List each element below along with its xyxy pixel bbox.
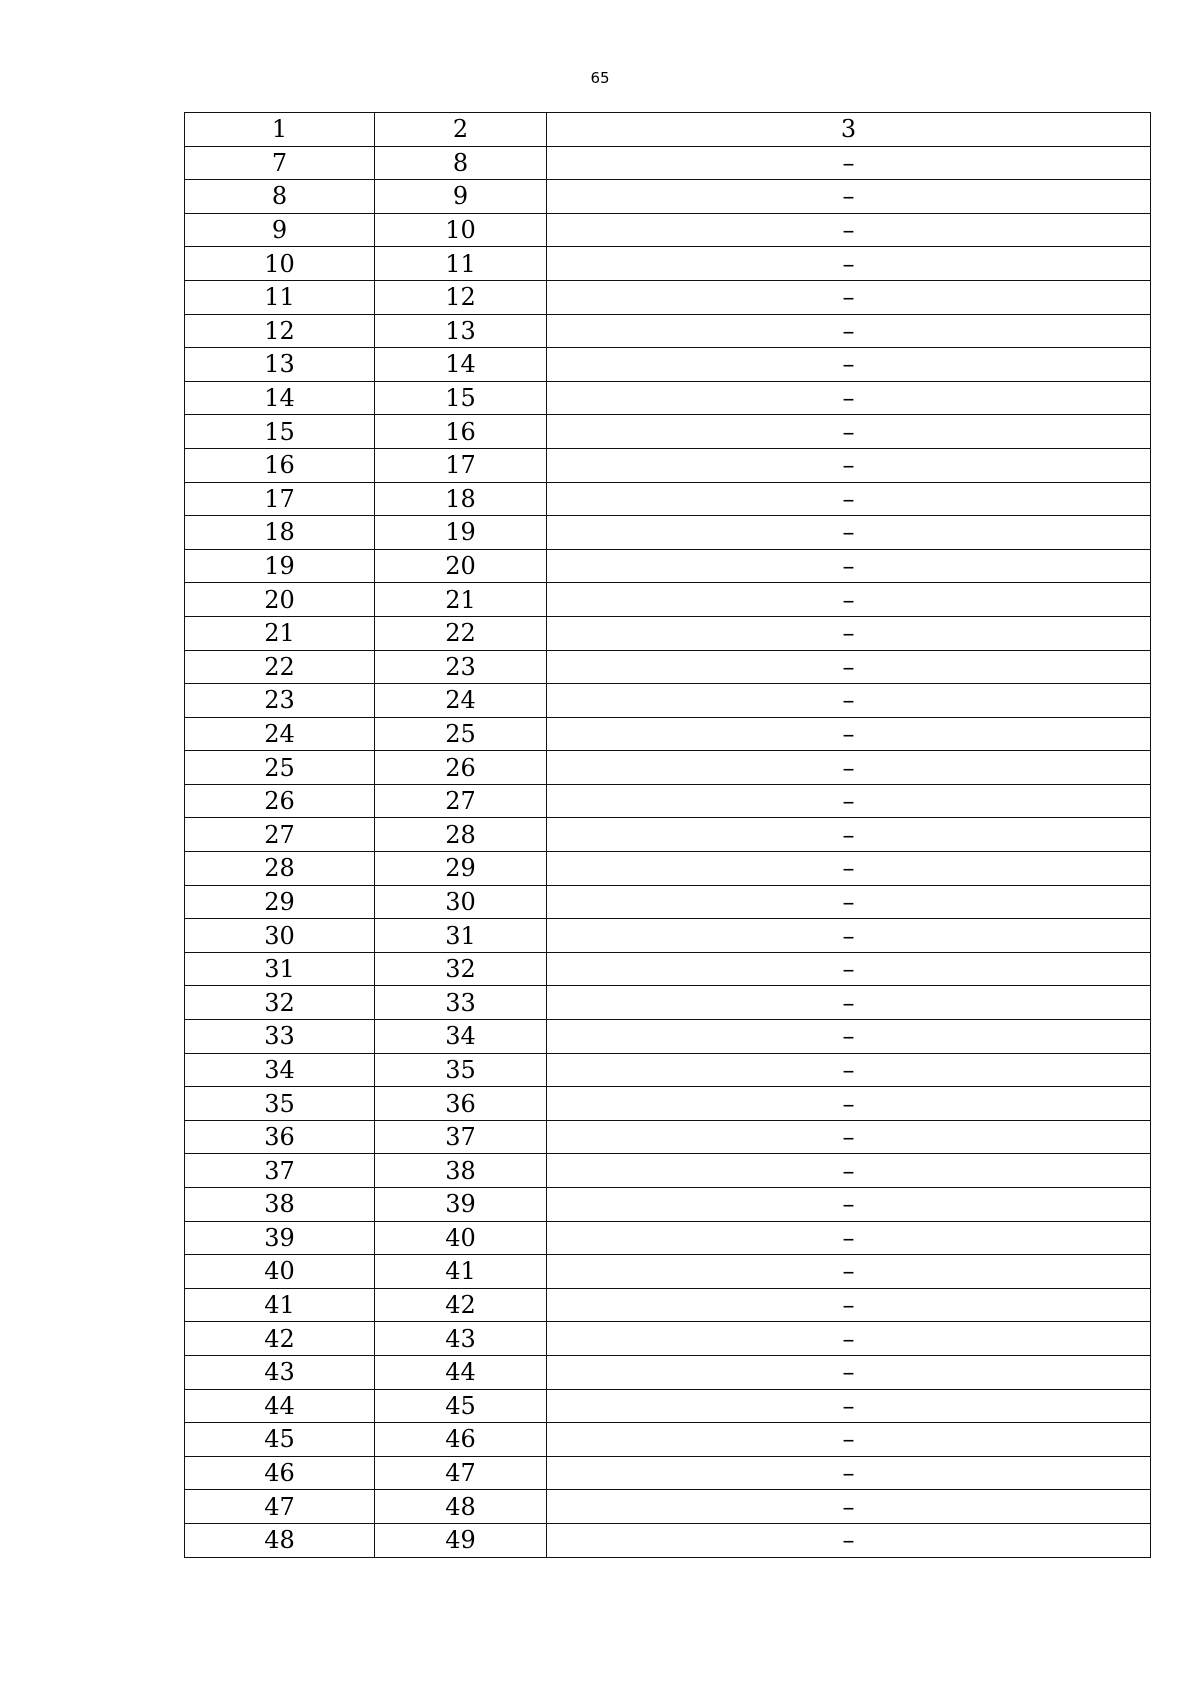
table-cell-col3: – [547,919,1151,953]
table-cell-col2: 21 [375,583,547,617]
table-row [185,1389,1151,1423]
table-cell-col2: 37 [375,1120,547,1154]
table-cell-col1: 25 [185,751,375,785]
table-row [185,1188,1151,1222]
table-cell-col2: 26 [375,751,547,785]
table-cell-col3: – [547,381,1151,415]
table-cell-col2: 41 [375,1255,547,1289]
table-cell-col1: 12 [185,314,375,348]
table-cell-col1: 38 [185,1188,375,1222]
table-cell-col2: 32 [375,952,547,986]
table-cell-col1: 20 [185,583,375,617]
table-cell-col1: 11 [185,280,375,314]
table-cell-col3: – [547,1389,1151,1423]
table-row [185,549,1151,583]
table-row [185,348,1151,382]
table-cell-col2: 25 [375,717,547,751]
table-row [185,919,1151,953]
table-row [185,1255,1151,1289]
table-cell-col2: 29 [375,852,547,886]
table-cell-col3: – [547,583,1151,617]
table-cell-col3: – [547,616,1151,650]
table-row [185,1053,1151,1087]
table-cell-col1: 7 [185,146,375,180]
table-row [185,818,1151,852]
table-row [185,482,1151,516]
table-cell-col2: 44 [375,1355,547,1389]
table-cell-col1: 48 [185,1523,375,1557]
table-cell-col2: 16 [375,415,547,449]
table-cell-col3: – [547,1423,1151,1457]
table-cell-col3: – [547,448,1151,482]
table-cell-col2: 27 [375,784,547,818]
table-cell-col3: – [547,348,1151,382]
table-row [185,650,1151,684]
header-cell-col2: 2 [375,113,547,147]
table-cell-col3: – [547,247,1151,281]
table-row [185,448,1151,482]
table-cell-col2: 48 [375,1490,547,1524]
table-cell-col3: – [547,1087,1151,1121]
table-cell-col1: 18 [185,516,375,550]
table-cell-col3: – [547,1490,1151,1524]
table-row [185,415,1151,449]
table-cell-col1: 27 [185,818,375,852]
table-cell-col3: – [547,1188,1151,1222]
table-cell-col3: – [547,952,1151,986]
table-cell-col1: 24 [185,717,375,751]
table-cell-col2: 22 [375,616,547,650]
table-cell-col2: 8 [375,146,547,180]
table-body [185,113,1151,1558]
table-row [185,784,1151,818]
table-cell-col3: – [547,1154,1151,1188]
table-cell-col1: 31 [185,952,375,986]
table-cell-col3: – [547,180,1151,214]
header-cell-col3: 3 [547,113,1151,147]
table-cell-col2: 30 [375,885,547,919]
table-cell-col2: 34 [375,1020,547,1054]
table-cell-col2: 9 [375,180,547,214]
table-row [185,516,1151,550]
table-cell-col1: 43 [185,1355,375,1389]
table-row [185,381,1151,415]
table-row [185,1020,1151,1054]
table-row [185,280,1151,314]
table-cell-col1: 34 [185,1053,375,1087]
table-cell-col2: 11 [375,247,547,281]
table-cell-col1: 45 [185,1423,375,1457]
table-cell-col1: 39 [185,1221,375,1255]
table-cell-col1: 41 [185,1288,375,1322]
table-cell-col1: 42 [185,1322,375,1356]
table-cell-col1: 36 [185,1120,375,1154]
table-row [185,952,1151,986]
table-row [185,1087,1151,1121]
table-cell-col3: – [547,280,1151,314]
table-cell-col1: 29 [185,885,375,919]
table-row [185,1154,1151,1188]
table-cell-col2: 38 [375,1154,547,1188]
table-row [185,1490,1151,1524]
table-cell-col3: – [547,415,1151,449]
table-row [185,146,1151,180]
table-row [185,314,1151,348]
table-cell-col3: – [547,549,1151,583]
table-cell-col2: 10 [375,213,547,247]
table-row [185,751,1151,785]
table-cell-col3: – [547,314,1151,348]
table-cell-col1: 40 [185,1255,375,1289]
table-cell-col3: – [547,784,1151,818]
table-cell-col3: – [547,482,1151,516]
table-row [185,247,1151,281]
table-row [185,213,1151,247]
table-cell-col2: 40 [375,1221,547,1255]
table-row [185,180,1151,214]
table-cell-col3: – [547,717,1151,751]
table-row [185,1423,1151,1457]
table-cell-col2: 39 [375,1188,547,1222]
table-cell-col3: – [547,1456,1151,1490]
table-cell-col2: 18 [375,482,547,516]
table-row [185,885,1151,919]
table-cell-col1: 26 [185,784,375,818]
table-cell-col3: – [547,751,1151,785]
header-cell-col1: 1 [185,113,375,147]
table-cell-col3: – [547,1288,1151,1322]
table-cell-col1: 16 [185,448,375,482]
table-cell-col2: 19 [375,516,547,550]
table-cell-col3: – [547,1020,1151,1054]
table-cell-col2: 17 [375,448,547,482]
table-cell-col3: – [547,1523,1151,1557]
table-cell-col1: 46 [185,1456,375,1490]
table-cell-col1: 13 [185,348,375,382]
table-cell-col1: 19 [185,549,375,583]
table-cell-col2: 31 [375,919,547,953]
table-cell-col2: 13 [375,314,547,348]
table-cell-col1: 47 [185,1490,375,1524]
data-table [184,112,1151,1558]
table-cell-col1: 9 [185,213,375,247]
table-cell-col1: 28 [185,852,375,886]
table-cell-col2: 33 [375,986,547,1020]
table-row [185,1322,1151,1356]
table-row [185,684,1151,718]
table-cell-col1: 14 [185,381,375,415]
table-cell-col1: 30 [185,919,375,953]
table-cell-col3: – [547,885,1151,919]
table-cell-col2: 36 [375,1087,547,1121]
table-cell-col1: 32 [185,986,375,1020]
table-row [185,1221,1151,1255]
table-row [185,1288,1151,1322]
table-row [185,616,1151,650]
table-cell-col2: 47 [375,1456,547,1490]
table-cell-col3: – [547,1355,1151,1389]
table-cell-col1: 23 [185,684,375,718]
table-cell-col2: 24 [375,684,547,718]
table-cell-col3: – [547,986,1151,1020]
table-cell-col3: – [547,1120,1151,1154]
table-cell-col3: – [547,852,1151,886]
table-row [185,583,1151,617]
table-cell-col3: – [547,818,1151,852]
table-cell-col1: 22 [185,650,375,684]
table-cell-col2: 14 [375,348,547,382]
table-cell-col3: – [547,650,1151,684]
table-row [185,1523,1151,1557]
table-cell-col2: 20 [375,549,547,583]
table-row [185,1456,1151,1490]
table-cell-col1: 15 [185,415,375,449]
table-cell-col1: 44 [185,1389,375,1423]
table-cell-col1: 17 [185,482,375,516]
table-cell-col1: 10 [185,247,375,281]
table-row [185,852,1151,886]
table-cell-col2: 49 [375,1523,547,1557]
table-row [185,1355,1151,1389]
table-cell-col3: – [547,1221,1151,1255]
table-cell-col2: 28 [375,818,547,852]
table-cell-col3: – [547,1322,1151,1356]
table-cell-col1: 35 [185,1087,375,1121]
table-cell-col1: 37 [185,1154,375,1188]
table-cell-col2: 35 [375,1053,547,1087]
page-number: 65 [590,69,610,87]
table-cell-col3: – [547,684,1151,718]
table-cell-col1: 21 [185,616,375,650]
table-row [185,717,1151,751]
table-row [185,1120,1151,1154]
table-cell-col3: – [547,1053,1151,1087]
table-cell-col2: 15 [375,381,547,415]
table-cell-col3: – [547,213,1151,247]
table-cell-col1: 33 [185,1020,375,1054]
table-cell-col2: 45 [375,1389,547,1423]
table-cell-col2: 43 [375,1322,547,1356]
table-cell-col2: 23 [375,650,547,684]
table-cell-col1: 8 [185,180,375,214]
table-header-row [185,113,1151,147]
table-row [185,986,1151,1020]
table-cell-col2: 12 [375,280,547,314]
table-cell-col2: 42 [375,1288,547,1322]
table-cell-col3: – [547,516,1151,550]
table-cell-col3: – [547,1255,1151,1289]
table-cell-col3: – [547,146,1151,180]
table-cell-col2: 46 [375,1423,547,1457]
